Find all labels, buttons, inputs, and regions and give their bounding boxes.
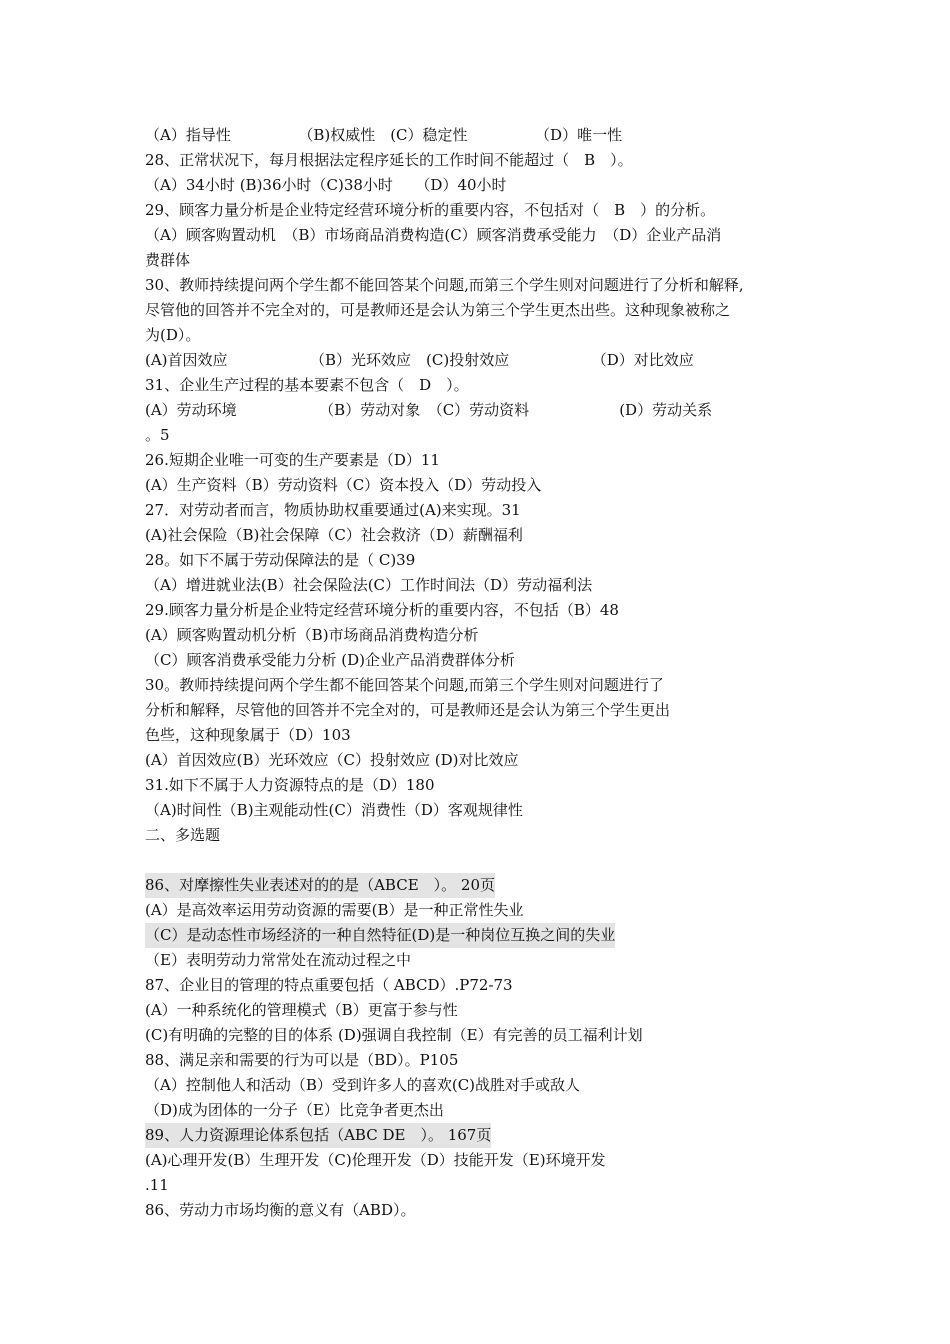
text-line-6: 费群体: [145, 251, 191, 269]
text-line-24: 分析和解释，尽管他的回答并不完全对的，可是教师还是会认为第三个学生更出: [145, 701, 671, 719]
section-heading: 二、多选题: [145, 826, 221, 844]
text-line-1: （A）指导性 （B)权威性 (C）稳定性 （D）唯一性: [145, 126, 623, 144]
text-line-13: 。5: [145, 426, 170, 444]
text-line-18: 28。如下不属于劳动保障法的是（ C)39: [145, 551, 416, 569]
text-line-38: 88、满足亲和需要的行为可以是（BD）。P105: [145, 1051, 459, 1069]
text-line-17: (A)社会保险（B)社会保障（C）社会救济（D）薪酬福利: [145, 526, 523, 544]
text-line-43: .11: [145, 1176, 169, 1194]
text-line-27: 31.如下不属于人力资源特点的是（D）180: [145, 776, 435, 794]
text-line-9: 为(D）。: [145, 326, 201, 344]
text-line-19: （A）增进就业法(B）社会保险法(C）工作时间法（D）劳动福利法: [145, 576, 593, 594]
text-line-5: （A）顾客购置动机 （B）市场商品消费构造(C）顾客消费承受能力 （D）企业产品消: [145, 226, 722, 244]
text-line-15: (A）生产资料（B）劳动资料（C）资本投入（D）劳动投入: [145, 476, 542, 494]
text-line-34: （E）表明劳动力常常处在流动过程之中: [145, 951, 411, 969]
text-line-35: 87、企业目的管理的特点重要包括（ ABCD）.P72-73: [145, 976, 513, 994]
text-line-41-highlighted: 89、人力资源理论体系包括（ABC DE ）。 167页: [145, 1123, 491, 1148]
text-line-44: 86、劳动力市场均衡的意义有（ABD）。: [145, 1201, 416, 1219]
text-line-14: 26.短期企业唯一可变的生产要素是（D）11: [145, 451, 440, 469]
text-line-3: （A）34小时 (B)36小时（C)38小时 （D）40小时: [145, 176, 507, 194]
text-line-21: (A）顾客购置动机分析（B)市场商品消费构造分析: [145, 626, 479, 644]
text-line-4: 29、顾客力量分析是企业特定经营环境分析的重要内容，不包括对（ B ）的分析。: [145, 201, 716, 219]
text-line-7: 30、教师持续提问两个学生都不能回答某个问题,而第三个学生则对问题进行了分析和解释,: [145, 276, 744, 294]
text-line-16: 27．对劳动者而言，物质协助权重要通过(A)来实现。31: [145, 501, 521, 519]
text-line-20: 29.顾客力量分析是企业特定经营环境分析的重要内容，不包括（B）48: [145, 601, 619, 619]
text-line-33-highlighted: （C）是动态性市场经济的一种自然特征(D)是一种岗位互换之间的失业: [145, 923, 615, 948]
text-line-39: （A）控制他人和活动（B）受到许多人的喜欢(C)战胜对手或敌人: [145, 1076, 581, 1094]
text-line-36: (A）一种系统化的管理模式（B）更富于参与性: [145, 1001, 458, 1019]
text-line-10: (A)首因效应 （B）光环效应 (C)投射效应 （D）对比效应: [145, 351, 694, 369]
text-line-40: （D)成为团体的一分子（E）比竞争者更杰出: [145, 1101, 444, 1119]
text-line-11: 31、企业生产过程的基本要素不包含（ D ）。: [145, 376, 469, 394]
text-line-37: (C)有明确的完整的目的体系 (D)强调自我控制（E）有完善的员工福利计划: [145, 1026, 643, 1044]
text-line-23: 30。教师持续提问两个学生都不能回答某个问题,而第三个学生则对问题进行了: [145, 676, 664, 694]
text-line-31-highlighted: 86、对摩擦性失业表述对的的是（ABCE ）。 20页: [145, 873, 495, 898]
text-line-42: (A)心理开发(B）生理开发（C)伦理开发（D）技能开发（E)环境开发: [145, 1151, 606, 1169]
text-line-8: 尽管他的回答并不完全对的，可是教师还是会认为第三个学生更杰出些。这种现象被称之: [145, 301, 731, 319]
text-line-28: （A)时间性（B)主观能动性(C）消费性（D）客观规律性: [145, 801, 523, 819]
text-line-25: 色些，这种现象属于（D）103: [145, 726, 351, 744]
text-line-2: 28、正常状况下，每月根据法定程序延长的工作时间不能超过（ B ）。: [145, 151, 633, 169]
text-line-22: （C）顾客消费承受能力分析 (D)企业产品消费群体分析: [145, 651, 515, 669]
text-line-26: (A）首因效应(B）光环效应（C）投射效应 (D)对比效应: [145, 751, 519, 769]
text-line-32: (A）是高效率运用劳动资源的需要(B）是一种正常性失业: [145, 901, 524, 919]
text-line-12: (A）劳动环境 （B）劳动对象 （C）劳动资料 (D）劳动关系: [145, 401, 713, 419]
